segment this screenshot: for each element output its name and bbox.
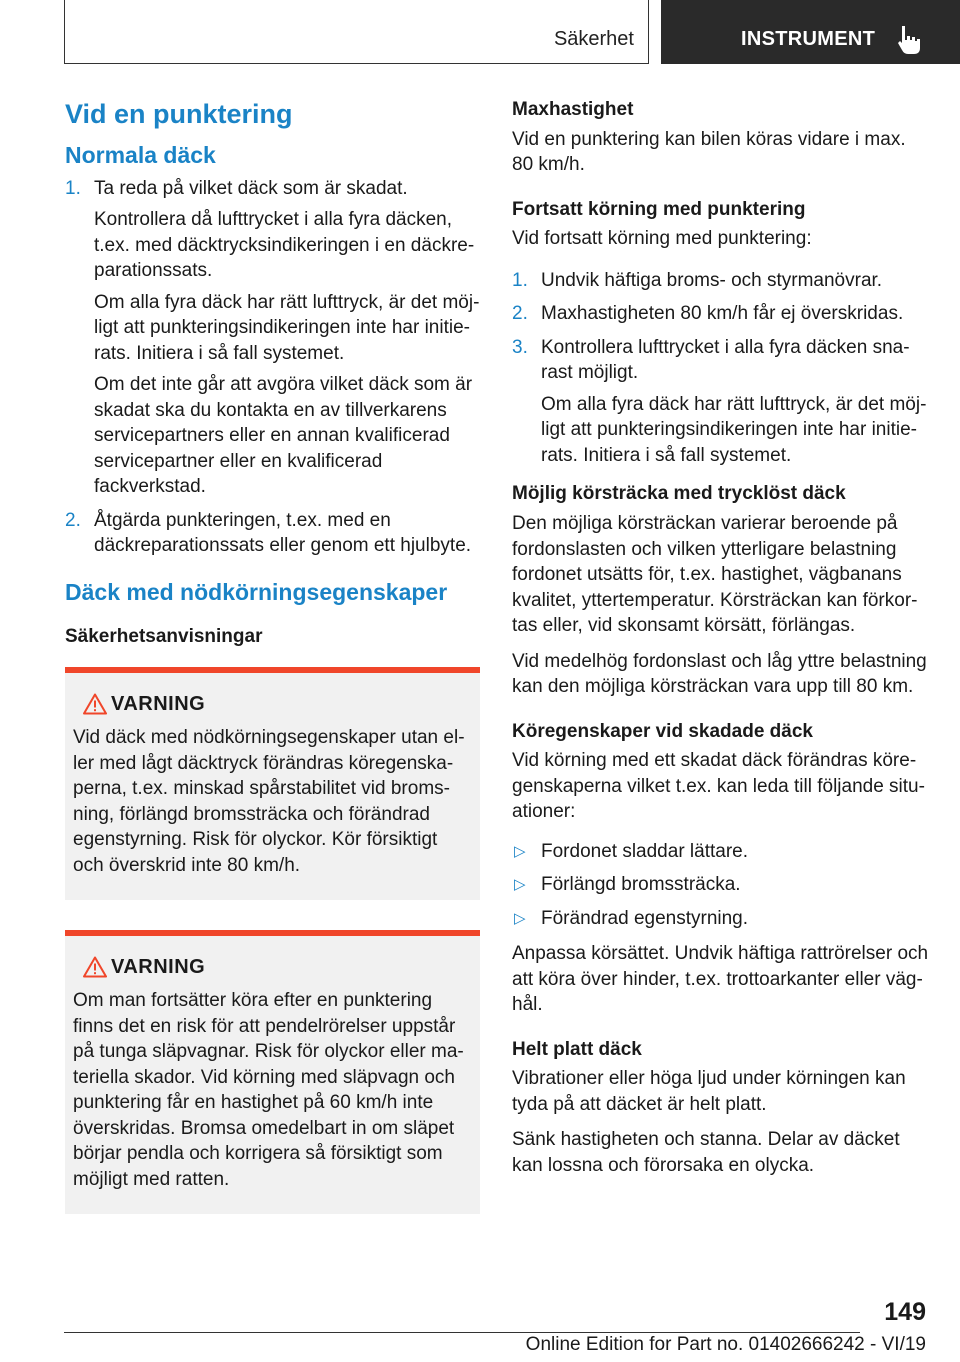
left-column [65,98,480,1244]
list-item [512,906,930,932]
continued-intro: Vid fortsatt körning med punktering: [512,228,812,250]
bullet-text: Förlängd bromssträcka. [541,874,741,896]
warning-box [65,667,480,900]
list-item [512,268,930,294]
warning-title: VARNING [111,693,206,716]
header-section-tab [64,0,649,64]
header-section-label: Säkerhet [553,28,634,50]
list-item [512,301,930,327]
step-number: 3. [512,336,528,358]
continued-steps [512,268,930,469]
bullet-triangle-icon: ▷ [514,909,526,927]
step-number: 1. [65,177,81,199]
distance-paragraph: Vid medelhög fordonslast och låg yttre belastning kan den möjliga körsträckan vara upp till 80 km. [512,650,927,698]
step-text: Maxhastigheten 80 km/h får ej överskridas. [541,303,904,325]
flat-heading: Helt platt däck [512,1038,642,1060]
step-text: Ta reda på vilket däck som är skadat. [94,177,408,199]
right-column [512,98,930,1188]
normal-tires-heading: Normala däck [65,142,216,169]
distance-heading: Möjlig körsträcka med trycklöst däck [512,483,846,505]
runflat-heading: Däck med nödkörningsegenskaper [65,578,448,605]
step-text: Åtgärda punkteringen, t.ex. med en däckreparationssats eller genom ett hjulbyte. [94,509,472,557]
flat-paragraph: Sänk hastigheten och stanna. Delar av däcket kan lossna och förorsaka en olycka. [512,1129,900,1176]
handling-after: Anpassa körsättet. Undvik häftiga rattrörelser och att köra över hinder, t.ex. trottoarkanter eller väghål. [512,943,929,1016]
step-subtext: Om det inte går att avgöra vilket däck som är skadat ska du kontakta en av tillverkarens servicepartners eller en annan kvalificerad servicepartner eller en kvalificerad fackverkstad. [94,374,473,498]
step-text: Undvik häftiga broms- och styrmanövrar. [541,269,883,291]
warning-triangle-icon [83,956,107,978]
header-chapter-tab [661,0,960,64]
bullet-triangle-icon: ▷ [514,842,526,860]
step-subtext: Kontrollera då lufttrycket i alla fyra däcken, t.ex. med däcktrycksindikeringen i en däckreparationssats. [94,209,475,282]
normal-tires-steps [65,176,480,559]
continued-heading: Fortsatt körning med punktering [512,198,806,220]
warning-text: Om man fortsätter köra efter en punktering finns det en risk för att pendelrörelser uppstår på tunga släpvagnar. Risk för olyckor eller materiella skador. Vid körning med släpvagn och punktering får en hastighet på 60 km/h inte överskridas. Bromsa omedelbart in om släpet börjar pendla och korrigera så försiktigt som möjligt med ratten. [73,990,464,1190]
maxspeed-text: Vid en punktering kan bilen köras vidare i max. 80 km/h. [512,128,906,176]
handling-intro: Vid körning med ett skadat däck förändras köregenskaperna vilket t.ex. kan leda till följande situationer: [512,750,925,823]
section-title: Vid en punktering [65,99,293,129]
warning-triangle-icon [83,693,107,715]
header-chapter-label: INSTRUMENT [741,28,876,50]
page-number: 149 [884,1298,926,1326]
bullet-triangle-icon: ▷ [514,876,526,894]
list-item [65,508,480,559]
step-number: 2. [65,509,81,531]
list-item [512,872,930,898]
list-item [65,176,480,500]
warning-header [73,956,472,984]
step-subtext: Om alla fyra däck har rätt lufttryck, är det möjligt att punkteringsindikeringen inte har initierats. Initiera i så fall systemet. [94,291,480,364]
maxspeed-heading: Maxhastighet [512,99,634,120]
safety-heading: Säkerhetsanvisningar [65,625,263,647]
warning-header [73,693,472,721]
list-item [512,839,930,865]
bullet-text: Förändrad egenstyrning. [541,907,749,929]
flat-paragraph: Vibrationer eller höga ljud under körningen kan tyda på att däcket är helt platt. [512,1068,906,1115]
step-subtext: Om alla fyra däck har rätt lufttryck, är det möjligt att punkteringsindikeringen inte har initierats. Initiera i så fall systemet. [541,393,927,466]
pointing-hand-icon [896,24,924,56]
handling-heading: Köregenskaper vid skadade däck [512,720,813,742]
step-number: 2. [512,303,528,325]
handling-bullets [512,839,930,932]
footer-edition: Online Edition for Part no. 01402666242 - VI/19 [525,1334,926,1355]
warning-title: VARNING [111,956,206,979]
distance-paragraph: Den möjliga körsträckan varierar beroende på fordonslasten och vilken ytterligare belastning fordonet utsätts för, t.ex. hastighet, vägbanans kvalitet, yttertemperatur. Körsträckan kan förkortas eller, vid skonsamt körsätt, förlängas. [512,513,918,637]
warning-text: Vid däck med nödkörningsegenskaper utan eller med lågt däcktryck förändras köregenskaperna, t.ex. minskad spårstabilitet vid bromsning, förlängd bromssträcka och förändrad egenstyrning. Risk för olyckor. Kör försiktigt och överskrid inte 80 km/h. [73,727,465,876]
step-text: Kontrollera lufttrycket i alla fyra däcken snarast möjligt. [541,336,910,384]
bullet-text: Fordonet sladdar lättare. [541,840,749,862]
footer-divider [64,1332,860,1333]
step-number: 1. [512,269,528,291]
warning-box [65,930,480,1214]
list-item [512,335,930,469]
